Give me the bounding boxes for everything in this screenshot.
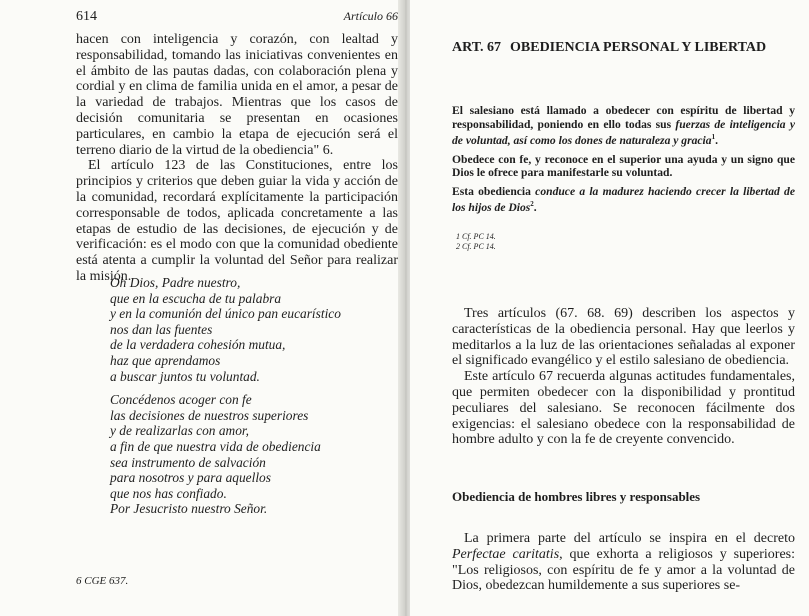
constitution-paragraph-2: Obedece con fe, y reconoce en el superior una ayuda y un signo que Dios le ofrece para manifestarle su voluntad. (452, 152, 795, 180)
right-paragraph-2: Este artículo 67 recuerda algunas actitudes fundamentales, que permiten obedecer con la disponibilidad y prontitud peculiares del salesiano. Se reconocen fácilmente dos exigencias: el salesiano obedece con la responsabilidad de hombre adulto y con la fe de creyente convencido. (452, 369, 795, 448)
right-footnotes (456, 232, 496, 251)
prayer-stanza-1 (110, 275, 390, 384)
footnote: 1 Cf. PC 14. (456, 232, 496, 241)
left-footnote: 6 CGE 637. (76, 575, 129, 587)
prayer-line: para nosotros y para aquellos (110, 470, 271, 486)
left-page (0, 0, 402, 616)
running-head: Artículo 66 (343, 9, 398, 23)
article-title: OBEDIENCIA PERSONAL Y LIBERTAD (510, 40, 767, 55)
prayer-line: haz que aprendamos (110, 352, 221, 368)
prayer-line: que nos has confiado. (110, 485, 227, 501)
prayer-line: de la verdadera cohesión mutua, (110, 337, 286, 353)
prayer-line: sea instrumento de salvación (110, 454, 266, 470)
subsection-title: Obediencia de hombres libres y responsables (452, 489, 701, 504)
left-paragraph-2: El artículo 123 de las Constituciones, entre los principios y criterios que deben guiar la vida y acción de la comunidad, recordará explícitamente la participación corresponsable de todos, aplicada concretamente a las etapas de estudio de las decisiones, de ejecución y de verificación: es el modo con que la comunidad obediente está atenta a cumplir la voluntad del Señor para realizar la misión. (76, 158, 398, 284)
right-page (410, 0, 809, 616)
right-paragraph-1: Tres artículos (67. 68. 69) describen los aspectos y características de la obediencia personal. Hay que leerlos y meditarlos a la luz de las orientaciones señaladas al exponer el significado evangélico y el estilo salesiano de obediencia. (452, 306, 795, 369)
prayer-line: y en la comunión del único pan eucarístico (110, 306, 341, 322)
closing-paragraph: La primera parte del artículo se inspira en el decreto Perfectae caritatis, que exhorta a religiosos y superiores: "Los religiosos, con espíritu de fe y amor a la voluntad de Dios, obedezcan humildemente a sus superiores se- (452, 531, 795, 594)
article-number: ART. 67 (452, 40, 502, 55)
left-paragraph-1: hacen con inteligencia y corazón, con lealtad y responsabilidad, tomando las iniciativas convenientes en el ámbito de las pautas dadas, con colaboración plena y cordial y en clima de familia unida en el amor, a pesar de la variedad de trabajos. Mientras que los casos de decisión comunitaria se presentan en ocasiones particulares, en cambio la etapa de ejecución será el terreno diario de la virtud de la obediencia" 6. (76, 32, 398, 158)
prayer-line: nos dan las fuentes (110, 321, 213, 337)
prayer-line: Concédenos acoger con fe (110, 392, 252, 408)
prayer (110, 275, 390, 525)
prayer-line: que en la escucha de tu palabra (110, 290, 282, 306)
prayer-line: a buscar juntos tu voluntad. (110, 368, 260, 384)
constitution-text (452, 104, 795, 220)
left-page-header (76, 9, 398, 27)
prayer-line: a fin de que nuestra vida de obediencia (110, 438, 321, 454)
prayer-line: y de realizarlas con amor, (110, 423, 249, 439)
right-body-text (452, 306, 795, 448)
footnote: 2 Cf. PC 14. (456, 241, 496, 251)
prayer-line: Oh Dios, Padre nuestro, (110, 275, 241, 290)
page-number: 614 (76, 9, 97, 24)
left-body-text (76, 32, 398, 285)
prayer-stanza-2 (110, 392, 390, 517)
constitution-paragraph-3: Esta obediencia conduce a la madurez haciendo crecer la libertad de los hijos de Dios$^2$. (452, 184, 795, 215)
right-closing-text (452, 531, 795, 594)
prayer-line: las decisiones de nuestros superiores (110, 407, 309, 423)
prayer-line: Por Jesucristo nuestro Señor. (110, 501, 268, 517)
constitution-paragraph-1: El salesiano está llamado a obedecer con espíritu de libertad y responsabilidad, poniendo en ello todas sus fuerzas de inteligencia y de voluntad, así como los dones de naturaleza y gracia$^1$. (452, 104, 795, 148)
